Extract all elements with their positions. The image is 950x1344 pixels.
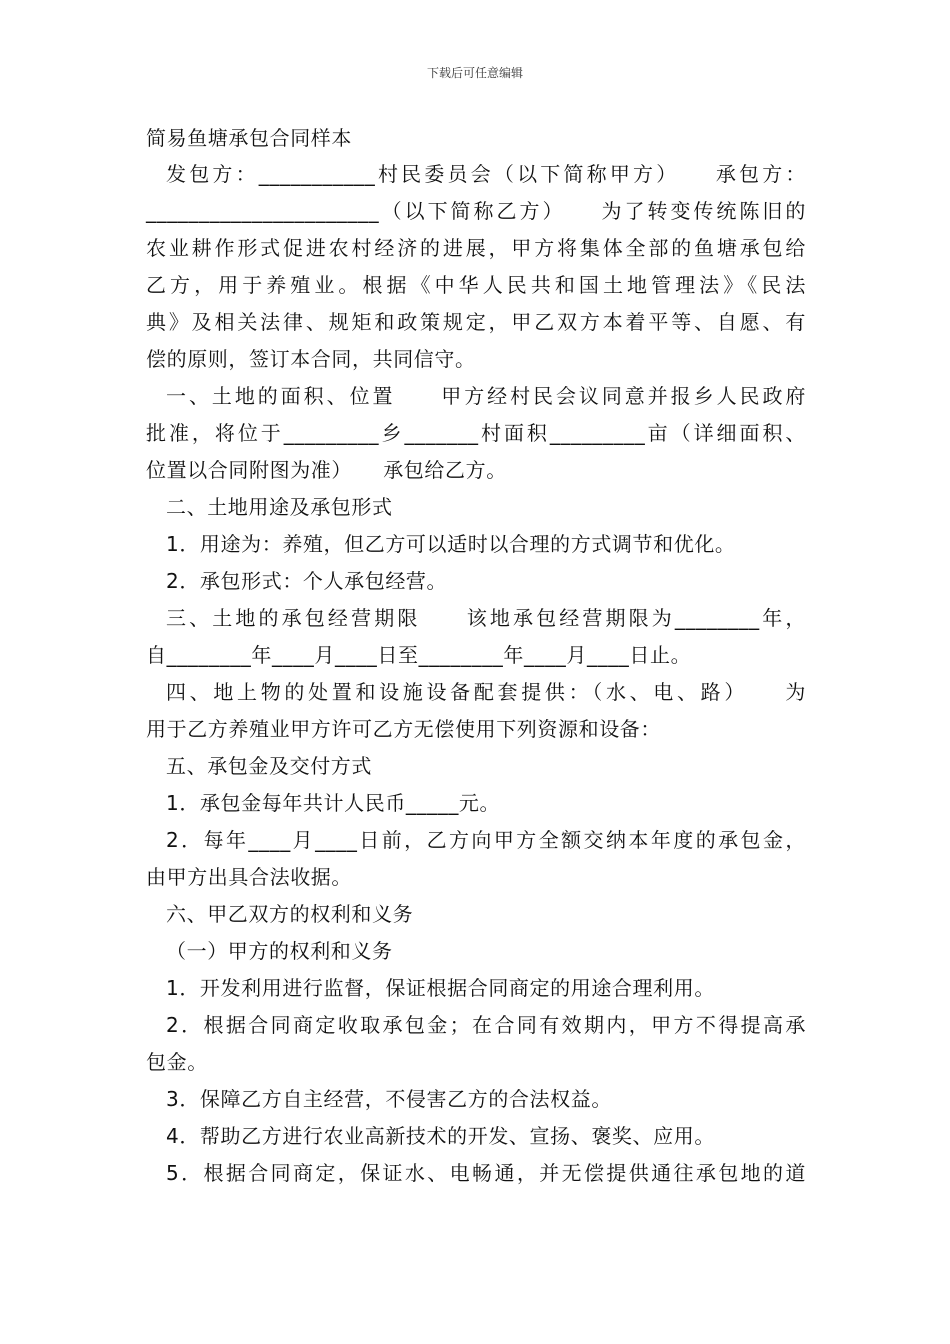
- paragraph-line: 包金。: [146, 1050, 208, 1074]
- paragraph-line: 用于乙方养殖业甲方许可乙方无偿使用下列资源和设备：: [146, 717, 661, 741]
- paragraph-line: 发包方：___________村民委员会（以下简称甲方） 承包方：: [166, 162, 806, 186]
- paragraph-line: 偿的原则，签订本合同，共同信守。: [146, 347, 476, 371]
- section-heading-3: 三、土地的承包经营期限 该地承包经营期限为________年，: [166, 606, 806, 630]
- clause-line: 1．用途为：养殖，但乙方可以适时以合理的方式调节和优化。: [166, 532, 736, 556]
- paragraph-line: 由甲方出具合法收据。: [146, 865, 352, 889]
- clause-line: 2．承包形式：个人承包经营。: [166, 569, 448, 593]
- page-header-note: 下载后可任意编辑: [426, 66, 523, 80]
- subsection-heading: （一）甲方的权利和义务: [166, 939, 393, 963]
- paragraph-line: 位置以合同附图为准） 承包给乙方。: [146, 458, 507, 482]
- clause-line: 5．根据合同商定，保证水、电畅通，并无偿提供通往承包地的道: [166, 1161, 806, 1185]
- clause-line: 2．每年____月____日前，乙方向甲方全额交纳本年度的承包金，: [166, 828, 806, 852]
- paragraph-line: 乙方，用于养殖业。根据《中华人民共和国土地管理法》《民法: [146, 273, 806, 297]
- clause-line: 3．保障乙方自主经营，不侵害乙方的合法权益。: [166, 1087, 612, 1111]
- section-heading-5: 五、承包金及交付方式: [166, 754, 372, 778]
- clause-line: 1．开发利用进行监督，保证根据合同商定的用途合理利用。: [166, 976, 715, 1000]
- section-heading-1: 一、土地的面积、位置 甲方经村民会议同意并报乡人民政府: [166, 384, 806, 408]
- section-heading-6: 六、甲乙双方的权利和义务: [166, 902, 414, 926]
- paragraph-line: 批准，将位于_________乡_______村面积_________亩（详细面积、: [146, 421, 806, 445]
- clause-line: 1．承包金每年共计人民币_____元。: [166, 791, 501, 815]
- clause-line: 4．帮助乙方进行农业高新技术的开发、宣扬、褒奖、应用。: [166, 1124, 715, 1148]
- paragraph-line: ______________________（以下简称乙方） 为了转变传统陈旧的: [146, 199, 806, 223]
- paragraph-line: 农业耕作形式促进农村经济的进展，甲方将集体全部的鱼塘承包给: [146, 236, 806, 260]
- section-heading-2: 二、土地用途及承包形式: [166, 495, 393, 519]
- paragraph-line: 典》及相关法律、规矩和政策规定，甲乙双方本着平等、自愿、有: [146, 310, 806, 334]
- paragraph-line: 自________年____月____日至________年____月____日止。: [146, 643, 692, 667]
- section-heading-4: 四、地上物的处置和设施设备配套提供：（水、电、路） 为: [166, 680, 806, 704]
- clause-line: 2．根据合同商定收取承包金；在合同有效期内，甲方不得提高承: [166, 1013, 806, 1037]
- document-title: 简易鱼塘承包合同样本: [146, 126, 352, 150]
